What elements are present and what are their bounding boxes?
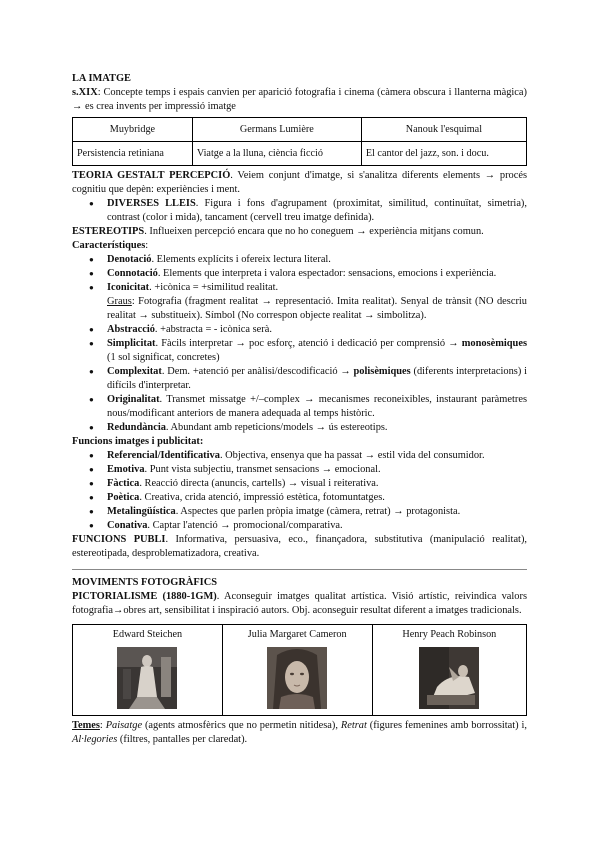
list-item-text: . Fàcils interpretar → poc esforç, atenció i dedicació per comprensió → bbox=[155, 338, 459, 349]
page bbox=[72, 72, 527, 747]
section-divider bbox=[72, 569, 527, 570]
list-item bbox=[107, 281, 527, 295]
photographer-cell bbox=[222, 625, 372, 716]
funcions-heading: Funcions imatges i publicitat: bbox=[72, 436, 204, 447]
table-header-cell: Muybridge bbox=[73, 118, 193, 142]
list-item bbox=[107, 491, 527, 505]
polisemiques-tail: (diferents interpretacions) i difícils d'interpretar. bbox=[107, 366, 527, 391]
funcions-list bbox=[72, 449, 527, 533]
photographer-cell bbox=[73, 625, 223, 716]
list-item bbox=[107, 323, 527, 337]
list-item bbox=[107, 477, 527, 491]
funcions-publi-lead: FUNCIONS PUBLI bbox=[72, 534, 166, 545]
photographer-name: Henry Peach Robinson bbox=[402, 629, 497, 640]
intro-text: : Concepte temps i espais canvien per aparició fotografia i cinema (càmera obscura i llanterna màgica) → es crea invents per impressió imatge bbox=[72, 87, 527, 112]
list-item-text: . Objectiva, ensenya que ha passat → estil vida del consumidor. bbox=[219, 450, 485, 461]
list-item bbox=[107, 519, 527, 533]
temes-alegories: Al·legories bbox=[72, 734, 118, 745]
list-item bbox=[107, 463, 527, 477]
temes-text-2: (agents atmosfèrics que no permetin nitidesa), bbox=[142, 720, 341, 731]
list-item bbox=[107, 393, 527, 421]
table-cell: Viatge a la lluna, ciència ficció bbox=[192, 142, 361, 166]
table-cell: Persistencia retiniana bbox=[73, 142, 193, 166]
caracteristiques-heading: Característiques: bbox=[72, 240, 149, 251]
list-item-lead: Abstracció bbox=[107, 324, 155, 335]
list-item-lead: Complexitat bbox=[107, 366, 162, 377]
list-item-text: . +icònica = +similitud realitat. bbox=[149, 282, 279, 293]
page-title: LA IMATGE bbox=[72, 73, 131, 84]
list-item-text: . Elements explícits i ofereix lectura literal. bbox=[151, 254, 331, 265]
pictorialisme-paragraph bbox=[72, 590, 527, 618]
temes-retrat: Retrat bbox=[340, 720, 367, 731]
graus-label: Graus bbox=[107, 296, 132, 307]
list-item-lead: Iconicitat bbox=[107, 282, 150, 293]
monosemiques-tail: (1 sol significat, concretes) bbox=[107, 352, 220, 363]
photographer-cell bbox=[372, 625, 526, 716]
list-item-lead: DIVERSES LLEIS bbox=[107, 198, 196, 209]
list-item bbox=[107, 365, 527, 393]
list-item-text: . Reacció directa (anuncis, cartells) → visual i reiterativa. bbox=[139, 478, 379, 489]
list-item-text: . Figura i fons d'agrupament (proximitat, similitud, continuïtat, simetria), contrast (color i mida), tancament (cervell treu imatge definida). bbox=[107, 198, 527, 223]
table-header-cell: Germans Lumière bbox=[192, 118, 361, 142]
list-item bbox=[107, 505, 527, 519]
pictorialisme-text: . Aconseguir imatges qualitat artística. Visió artístic, reivindica valors fotografia→obres art, sensibilitat i inspiració autors. Obj. aconseguir resultat diferent a imatges tradicionals. bbox=[72, 591, 528, 616]
estereotips-text: . Influeixen percepció encara que no ho coneguem → experiència mitjans comun. bbox=[144, 226, 484, 237]
list-item-lead: Denotació bbox=[107, 254, 152, 265]
list-item bbox=[107, 197, 527, 225]
table-cell: El cantor del jazz, son. i docu. bbox=[361, 142, 526, 166]
pictorialisme-lead: PICTORIALISME (1880-1GM) bbox=[72, 591, 217, 602]
intro-lead: s.XIX bbox=[72, 87, 98, 98]
photo-cameron-image bbox=[267, 647, 327, 709]
list-item bbox=[107, 337, 527, 365]
monosemiques-term: monosèmiques bbox=[461, 338, 527, 349]
list-item-lead: Fàctica bbox=[107, 478, 140, 489]
list-item bbox=[107, 449, 527, 463]
temes-text-1: : bbox=[99, 720, 106, 731]
list-item-text: . Aspectes que parlen pròpia imatge (càmera, retrat) → protagonista. bbox=[175, 506, 461, 517]
funcions-publi-text: . Informativa, persuasiva, eco., finançadora, substitutiva (manipulació realitat), estereotipada, desproblematizadora, creativa. bbox=[72, 534, 527, 559]
temes-text-4: (filtres, pantalles per claredat). bbox=[117, 734, 248, 745]
list-item-lead: Redundància bbox=[107, 422, 166, 433]
list-item-text: . Elements que interpreta i valora espectador: sensacions, emocions i experiència. bbox=[157, 268, 497, 279]
list-item-lead: Originalitat bbox=[107, 394, 160, 405]
temes-label: Temes bbox=[72, 720, 100, 731]
estereotips-lead: ESTEREOTIPS bbox=[72, 226, 145, 237]
list-item bbox=[107, 421, 527, 435]
polisemiques-term: polisèmiques bbox=[353, 366, 411, 377]
list-item bbox=[107, 253, 527, 267]
table-row bbox=[73, 625, 527, 716]
list-item-lead: Simplicitat bbox=[107, 338, 156, 349]
intro-paragraph bbox=[72, 86, 527, 114]
temes-paisatge: Paisatge bbox=[105, 720, 143, 731]
photographers-table bbox=[72, 624, 527, 716]
funcions-publi-paragraph bbox=[72, 533, 527, 561]
gestalt-text: . Veiem conjunt d'imatge, si s'analitza diferents elements → procés cognitiu que depèn: experiències i ment. bbox=[72, 170, 527, 195]
photographer-name: Edward Steichen bbox=[112, 629, 183, 640]
list-item-text: . Captar l'atenció → promocional/comparativa. bbox=[147, 520, 343, 531]
gestalt-list bbox=[72, 197, 527, 225]
estereotips-paragraph bbox=[72, 225, 527, 239]
list-item-text: . Transmet missatge +/–complex → mecanismes reconeixibles, instaurant paràmetres nous/modificant anteriors de manera adequada al temps històric. bbox=[107, 394, 527, 419]
section-title: MOVIMENTS FOTOGRÀFICS bbox=[72, 577, 218, 588]
photographer-name: Julia Margaret Cameron bbox=[247, 629, 347, 640]
list-item-text: . Punt vista subjectiu, transmet sensacions → emocional. bbox=[144, 464, 381, 475]
list-item-lead: Connotació bbox=[107, 268, 158, 279]
graus-text: : Fotografia (fragment realitat → representació. Imita realitat). Senyal de trànsit (NO descriu realitat → substitueix). Símbol (No correspon objecte realitat → simbolitza). bbox=[107, 296, 527, 321]
caracteristiques-title: Característiques bbox=[72, 240, 146, 251]
table-header-cell: Nanouk l'esquimal bbox=[361, 118, 526, 142]
list-item-lead: Conativa bbox=[107, 520, 148, 531]
list-item-text: . +abstracta = - icònica serà. bbox=[154, 324, 272, 335]
list-item-lead: Referencial/Identificativa bbox=[107, 450, 220, 461]
list-item bbox=[107, 267, 527, 281]
gestalt-paragraph bbox=[72, 169, 527, 197]
caracteristiques-list-2 bbox=[72, 323, 527, 435]
photo-robinson-image bbox=[419, 647, 479, 709]
gestalt-lead: TEORIA GESTALT PERCEPCIÓ bbox=[72, 170, 231, 181]
table-row bbox=[73, 118, 527, 142]
list-item-lead: Emotiva bbox=[107, 464, 145, 475]
list-item-text: . Creativa, crida atenció, impressió estètica, fotomuntatges. bbox=[139, 492, 385, 503]
list-item-text: . Abundant amb repeticions/models → ús estereotips. bbox=[165, 422, 388, 433]
list-item-text: . Dem. +atenció per anàlisi/descodificació → bbox=[161, 366, 351, 377]
inventors-table bbox=[72, 117, 527, 166]
caracteristiques-list bbox=[72, 253, 527, 295]
graus-paragraph bbox=[72, 295, 527, 323]
list-item-lead: Metalingüística bbox=[107, 506, 176, 517]
temes-paragraph bbox=[72, 719, 527, 747]
list-item-lead: Poètica bbox=[107, 492, 140, 503]
table-row bbox=[73, 142, 527, 166]
photo-steichen-image bbox=[117, 647, 177, 709]
temes-text-3: (figures femenines amb borrossitat) i, bbox=[366, 720, 527, 731]
